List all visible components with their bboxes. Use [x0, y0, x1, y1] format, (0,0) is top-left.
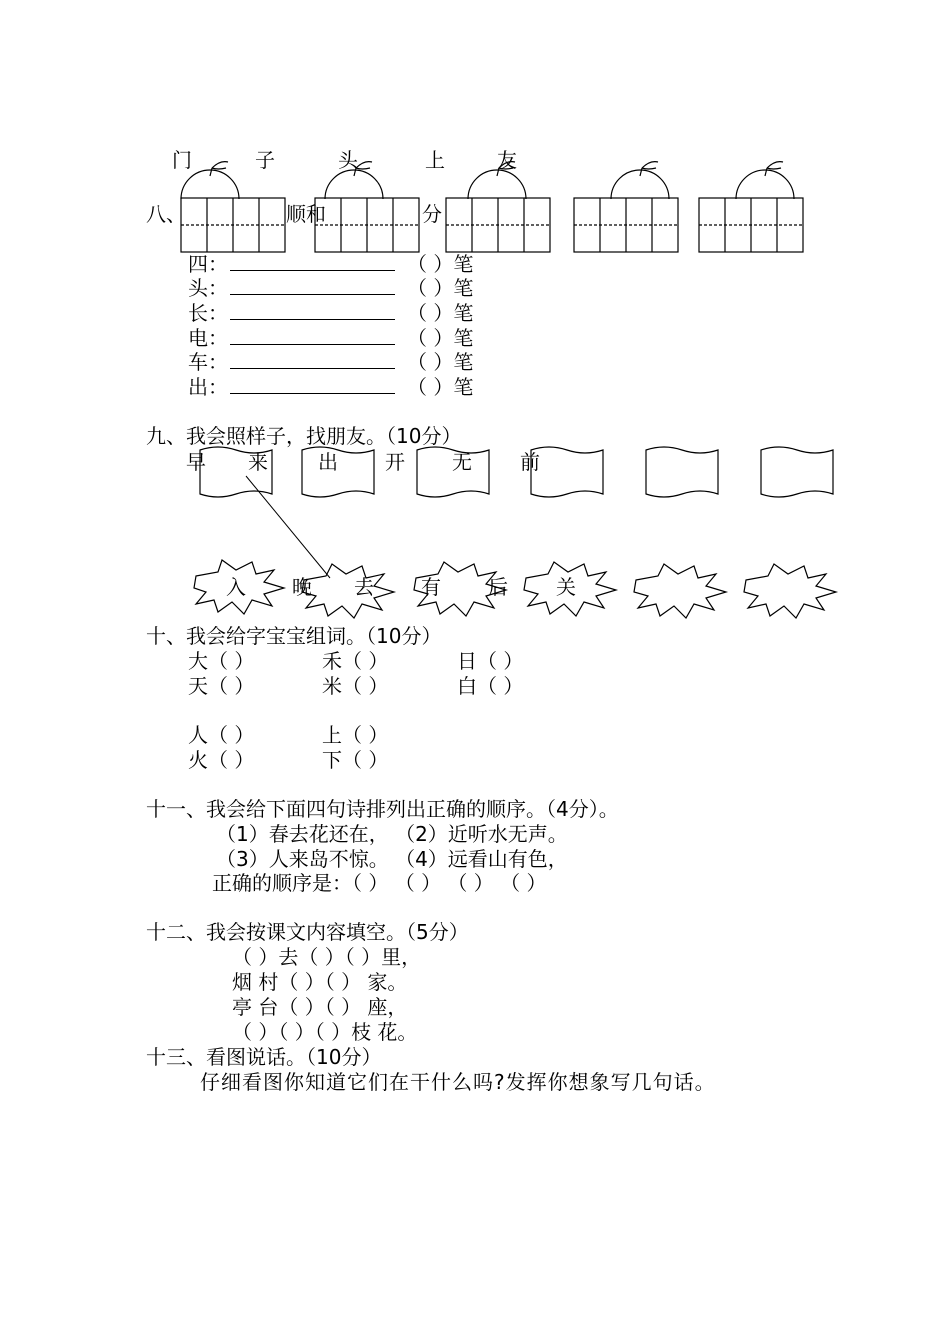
friend-top-char-2: 来 — [248, 450, 268, 474]
example-match-line — [246, 476, 330, 578]
stroke-row-4 — [188, 326, 473, 350]
stroke-order-blank[interactable] — [230, 326, 395, 345]
flag-boxes — [200, 447, 833, 497]
stroke-char: 出： — [188, 375, 228, 399]
apple-char-2: 子 — [255, 148, 275, 172]
stroke-order-blank[interactable] — [230, 375, 395, 394]
stroke-count-paren[interactable]: （ ）笔 — [407, 252, 474, 276]
stroke-count-paren[interactable]: （ ）笔 — [407, 350, 474, 374]
fill-line-2[interactable]: 烟 村（ ）（ ） 家。 — [232, 970, 408, 994]
section-8-heading-fragment-a: 顺和 — [286, 202, 326, 226]
word-item[interactable]: 禾（ ） — [322, 649, 389, 673]
word-item[interactable]: 大（ ） — [188, 649, 255, 673]
friend-bottom-char-3: 去 — [354, 575, 374, 599]
fill-line-1[interactable]: （ ）去（ ）（ ）里， — [232, 945, 422, 969]
flag-5 — [646, 447, 718, 497]
friend-bottom-char-1: 入 — [226, 575, 246, 599]
word-item[interactable]: 人（ ） — [188, 723, 255, 747]
stroke-order-blank[interactable] — [230, 252, 395, 271]
poem-order-answer[interactable]: 正确的顺序是：（ ） （ ） （ ） （ ） — [212, 871, 547, 895]
friend-top-char-4: 开 — [385, 450, 405, 474]
word-item[interactable]: 日（ ） — [457, 649, 524, 673]
flag-6 — [761, 447, 833, 497]
stroke-count-paren[interactable]: （ ）笔 — [407, 375, 474, 399]
stroke-order-blank[interactable] — [230, 276, 395, 295]
word-item[interactable]: 白（ ） — [457, 674, 524, 698]
flag-4 — [531, 447, 603, 497]
stroke-count-paren[interactable]: （ ）笔 — [407, 276, 474, 300]
section-8-heading-prefix: 八、 — [146, 202, 186, 226]
stroke-row-1 — [188, 252, 473, 276]
apple-grid-2 — [315, 162, 419, 252]
friend-top-char-6: 前 — [520, 450, 540, 474]
apple-grid-5 — [699, 162, 803, 252]
fill-line-3[interactable]: 亭 台（ ）（ ） 座， — [232, 995, 408, 1019]
stroke-order-blank[interactable] — [230, 350, 395, 369]
stroke-count-paren[interactable]: （ ）笔 — [407, 326, 474, 350]
friend-top-char-5: 无 — [452, 450, 472, 474]
stroke-row-2 — [188, 276, 473, 300]
apple-grid-1 — [181, 162, 285, 252]
section-8-heading-fragment-b: 分 — [422, 202, 442, 226]
poem-line-1: （1）春去花还在， （2）近听水无声。 — [216, 822, 568, 846]
section-9-heading: 九、我会照样子，找朋友。（10分） — [146, 424, 462, 448]
section-11-heading: 十一、我会给下面四句诗排列出正确的顺序。（4分）。 — [146, 797, 619, 821]
stroke-char: 头： — [188, 276, 228, 300]
friend-bottom-char-6: 关 — [556, 575, 576, 599]
section-10-heading: 十、我会给字宝宝组词。（10分） — [146, 624, 442, 648]
section-12-heading: 十二、我会按课文内容填空。（5分） — [146, 920, 469, 944]
burst-shapes — [194, 560, 836, 618]
stroke-row-6 — [188, 375, 473, 399]
apple-char-1: 门 — [172, 148, 192, 172]
section-13-instruction: 仔细看图你知道它们在干什么吗?发挥你想象写几句话。 — [200, 1070, 716, 1094]
apple-grid-4 — [574, 162, 678, 252]
burst-6 — [744, 564, 836, 618]
word-item[interactable]: 下（ ） — [322, 748, 389, 772]
fill-line-4[interactable]: （ ）（ ）（ ）枝 花。 — [232, 1020, 418, 1044]
friend-bottom-char-4: 有 — [421, 575, 441, 599]
burst-2 — [302, 564, 394, 618]
stroke-char: 电： — [188, 326, 228, 350]
flag-2 — [302, 447, 374, 497]
word-item[interactable]: 火（ ） — [188, 748, 255, 772]
apple-grid-3 — [446, 162, 550, 252]
word-item[interactable]: 米（ ） — [322, 674, 389, 698]
friend-bottom-char-2: 晚 — [292, 575, 312, 599]
stroke-char: 长： — [188, 301, 228, 325]
friend-top-char-3: 出 — [318, 450, 338, 474]
poem-line-2: （3）人来岛不惊。 （4）远看山有色， — [216, 847, 568, 871]
burst-5 — [634, 564, 726, 618]
stroke-char: 四： — [188, 252, 228, 276]
stroke-row-3 — [188, 301, 473, 325]
stroke-count-paren[interactable]: （ ）笔 — [407, 301, 474, 325]
section-13-heading: 十三、看图说话。（10分） — [146, 1045, 382, 1069]
stroke-char: 车： — [188, 350, 228, 374]
friend-bottom-char-5: 后 — [488, 575, 508, 599]
apple-char-3: 头 — [338, 148, 358, 172]
apple-char-5: 友 — [497, 148, 517, 172]
word-item[interactable]: 上（ ） — [322, 723, 389, 747]
apple-char-4: 上 — [425, 148, 445, 172]
friend-top-char-1: 早 — [186, 450, 206, 474]
word-item[interactable]: 天（ ） — [188, 674, 255, 698]
stroke-order-blank[interactable] — [230, 301, 395, 320]
stroke-row-5 — [188, 350, 473, 374]
